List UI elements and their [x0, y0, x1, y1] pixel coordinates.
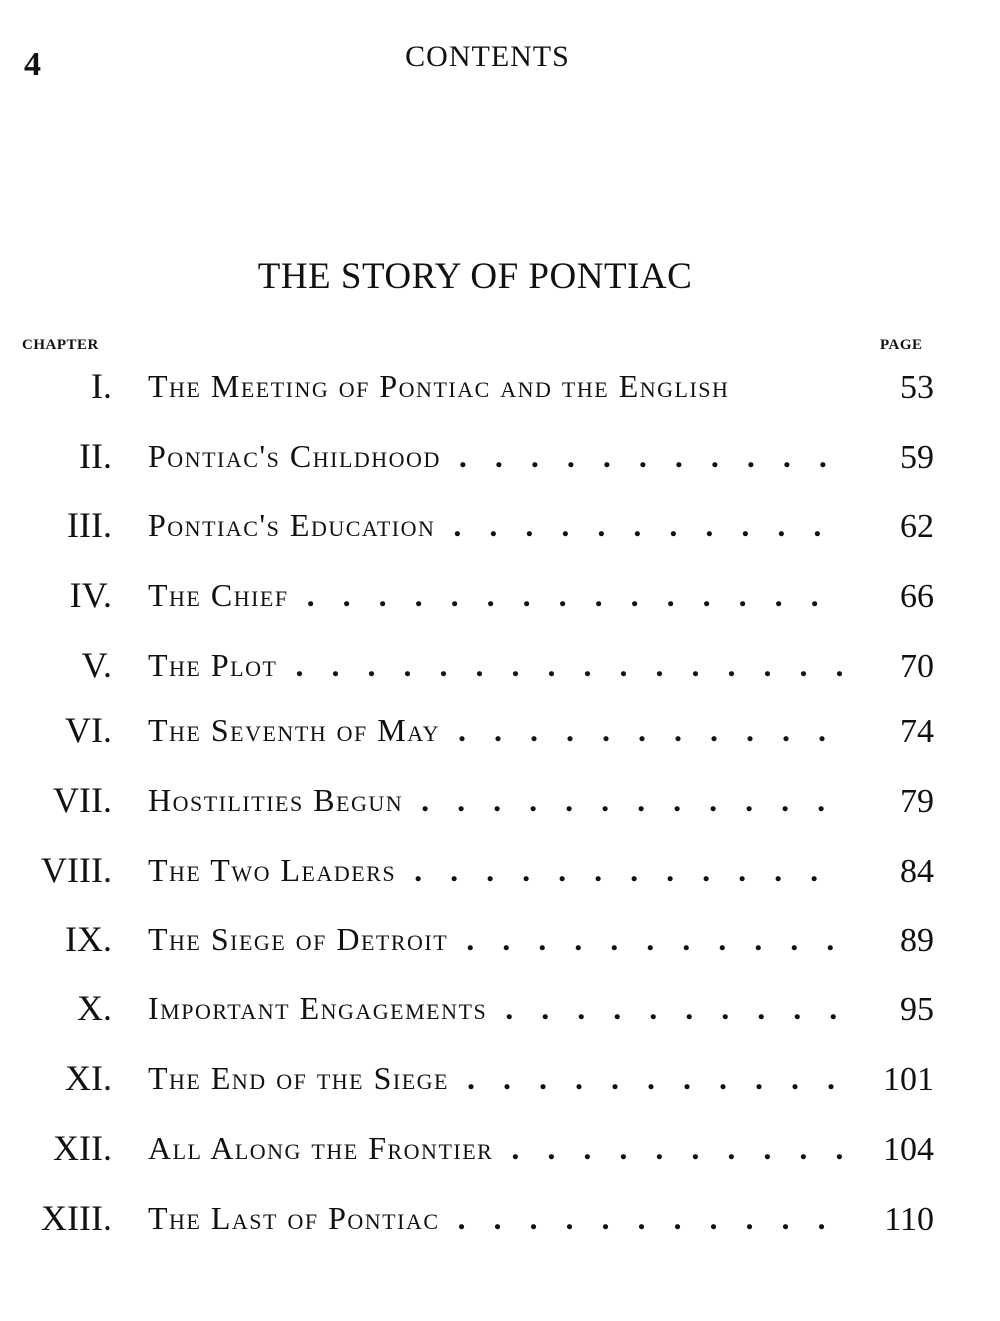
chapter-numeral: VI. — [65, 710, 112, 750]
chapter-title: The Seventh of May . . — [148, 708, 843, 752]
chapter-page: 70 — [900, 648, 934, 685]
chapter-title: Pontiac's Childhood . . — [148, 434, 843, 478]
chapter-title: The Chief . . — [148, 573, 843, 617]
chapter-page: 104 — [883, 1131, 934, 1168]
toc-row — [0, 434, 1000, 484]
chapter-numeral: II. — [79, 436, 112, 476]
chapter-numeral: X. — [77, 988, 112, 1028]
chapter-page: 110 — [884, 1201, 934, 1238]
chapter-title: Important Engagements . . — [148, 986, 843, 1030]
chapter-numeral: XI. — [65, 1058, 112, 1098]
chapter-title: The Siege of Detroit . . — [148, 917, 843, 961]
toc-row — [0, 848, 1000, 898]
chapter-page: 84 — [900, 853, 934, 890]
chapter-numeral: IX. — [65, 919, 112, 959]
chapter-title: Hostilities Begun . . — [148, 778, 843, 822]
chapter-title: Pontiac's Education . . — [148, 503, 843, 547]
chapter-title: All Along the Frontier . . — [148, 1126, 843, 1170]
toc-row — [0, 643, 1000, 693]
toc-row — [0, 1126, 1000, 1176]
chapter-page: 59 — [900, 439, 934, 476]
chapter-numeral: IV. — [69, 575, 112, 615]
page-number: 4 — [24, 46, 41, 83]
toc-row — [0, 573, 1000, 623]
toc-row — [0, 778, 1000, 828]
running-head: CONTENTS — [405, 40, 570, 73]
toc-row — [0, 708, 1000, 758]
chapter-page: 53 — [900, 369, 934, 406]
section-title: THE STORY OF PONTIAC — [257, 256, 693, 297]
chapter-title: The End of the Siege . . — [148, 1056, 843, 1100]
chapter-numeral: I. — [91, 366, 112, 406]
chapter-page: 101 — [883, 1061, 934, 1098]
page-column-header: PAGE — [880, 337, 923, 353]
chapter-column-header: CHAPTER — [22, 337, 99, 353]
toc-row — [0, 1056, 1000, 1106]
chapter-numeral: VIII. — [41, 850, 112, 890]
chapter-numeral: XII. — [53, 1128, 112, 1168]
toc-row — [0, 364, 1000, 414]
toc-row — [0, 986, 1000, 1036]
chapter-title: The Two Leaders . . — [148, 848, 843, 892]
chapter-numeral: V. — [81, 645, 112, 685]
chapter-numeral: XIII. — [41, 1198, 112, 1238]
chapter-page: 62 — [900, 508, 934, 545]
chapter-numeral: VII. — [53, 780, 112, 820]
chapter-page: 89 — [900, 922, 934, 959]
chapter-numeral: III. — [67, 505, 112, 545]
toc-row — [0, 1196, 1000, 1246]
chapter-page: 79 — [900, 783, 934, 820]
chapter-title: The Plot . . — [148, 643, 843, 687]
chapter-title: The Last of Pontiac . . — [148, 1196, 843, 1240]
toc-row — [0, 917, 1000, 967]
chapter-page: 66 — [900, 578, 934, 615]
toc-row — [0, 503, 1000, 553]
chapter-page: 74 — [900, 713, 934, 750]
chapter-page: 95 — [900, 991, 934, 1028]
chapter-title: The Meeting of Pontiac and the English — [148, 368, 730, 404]
